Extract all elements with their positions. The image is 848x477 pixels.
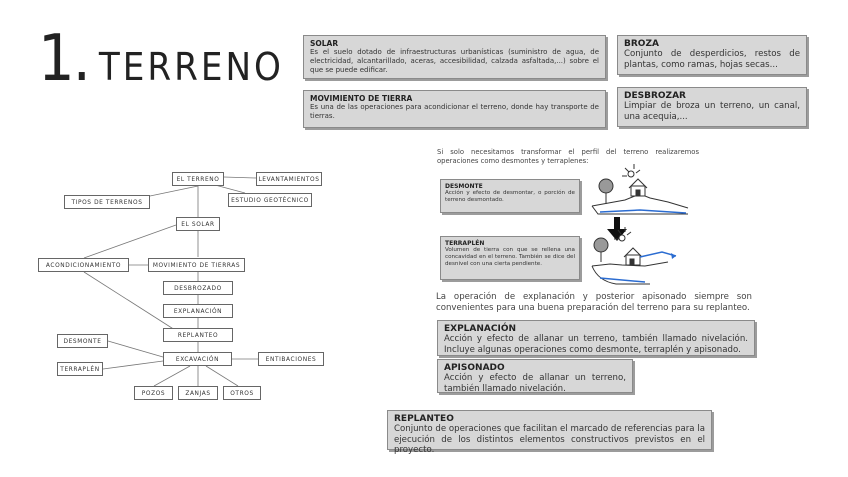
movimiento-heading: MOVIMIENTO DE TIERRA bbox=[310, 94, 413, 103]
desbrozar-text: Limpiar de broza un terreno, un canal, una acequia,... bbox=[624, 101, 800, 122]
node-otros: OTROS bbox=[223, 386, 261, 400]
broza-text: Conjunto de desperdicios, restos de plantas, como ramas, hojas secas... bbox=[624, 49, 800, 70]
solar-heading: SOLAR bbox=[310, 39, 339, 48]
operacion-paragraph: La operación de explanación y posterior apisonado siempre son convenientes para una buena preparación del terreno para su replanteo. bbox=[436, 292, 752, 313]
node-excavacion: EXCAVACIÓN bbox=[163, 352, 232, 366]
explanacion-heading: EXPLANACIÓN bbox=[444, 324, 517, 334]
node-pozos: POZOS bbox=[134, 386, 173, 400]
node-movimiento-de-tierras: MOVIMIENTO DE TIERRAS bbox=[148, 258, 245, 272]
replanteo-heading: REPLANTEO bbox=[394, 414, 454, 424]
replanteo-text: Conjunto de operaciones que facilitan el marcado de referencias para la ejecución de los distintos elementos constructivos previstos en el proyecto. bbox=[394, 424, 705, 455]
node-zanjas: ZANJAS bbox=[178, 386, 218, 400]
title-word: TERRENO bbox=[98, 45, 284, 89]
apisonado-heading: APISONADO bbox=[444, 363, 505, 373]
desmonte-illustration bbox=[592, 164, 688, 214]
explanacion-text: Acción y efecto de allanar un terreno, también llamado nivelación. Incluye algunas operaciones como desmonte, terraplén y apisonado. bbox=[444, 334, 748, 355]
terraplen-text: Volumen de tierra con que se rellena una concavidad en el terreno. También se dice del desnivel con una cierta pendiente. bbox=[445, 247, 575, 267]
solar-text: Es el suelo dotado de infraestructuras urbanísticas (suministro de agua, de electricidad, alcantarillado, aceras, accesibilidad, calzada asfaltada,...) sobre el que se puede edificar. bbox=[310, 48, 599, 74]
node-desbrozado: DESBROZADO bbox=[163, 281, 233, 295]
node-el-terreno: EL TERRENO bbox=[172, 172, 224, 186]
title-number: 1. bbox=[38, 22, 89, 96]
node-acondicionamiento: ACONDICIONAMIENTO bbox=[38, 258, 129, 272]
node-explanacion: EXPLANACIÓN bbox=[163, 304, 233, 318]
broza-heading: BROZA bbox=[624, 39, 659, 49]
intro-paragraph: Si solo necesitamos transformar el perfil del terreno realizaremos operaciones como desmontes y terraplenes: bbox=[437, 148, 699, 165]
node-levantamientos: LEVANTAMIENTOS bbox=[256, 172, 322, 186]
node-replanteo: REPLANTEO bbox=[163, 328, 233, 342]
apisonado-text: Acción y efecto de allanar un terreno, también llamado nivelación. bbox=[444, 373, 626, 394]
node-entibaciones: ENTIBACIONES bbox=[258, 352, 324, 366]
terraplen-illustration bbox=[592, 227, 676, 284]
node-terraplen: TERRAPLÉN bbox=[57, 362, 103, 376]
node-desmonte: DESMONTE bbox=[57, 334, 108, 348]
terraplen-heading: TERRAPLÉN bbox=[445, 240, 485, 247]
movimiento-text: Es una de las operaciones para acondicionar el terreno, donde hay transporte de tierras. bbox=[310, 103, 599, 120]
node-tipos-de-terrenos: TIPOS DE TERRENOS bbox=[64, 195, 150, 209]
desmonte-heading: DESMONTE bbox=[445, 183, 483, 190]
node-estudio-geotecnico: ESTUDIO GEOTÉCNICO bbox=[228, 193, 312, 207]
desmonte-text: Acción y efecto de desmontar, o porción de terreno desmontado. bbox=[445, 190, 575, 203]
node-el-solar: EL SOLAR bbox=[176, 217, 220, 231]
desbrozar-heading: DESBROZAR bbox=[624, 91, 686, 101]
